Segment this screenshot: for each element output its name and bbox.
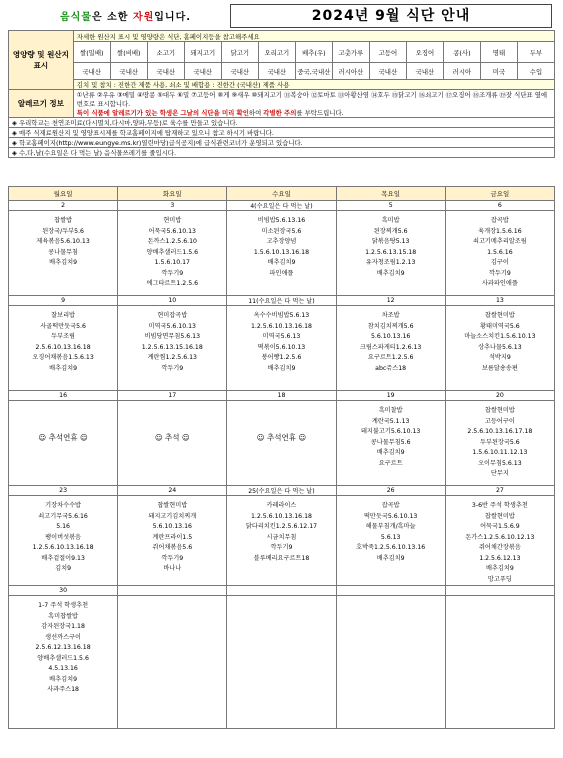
menu-item: 1.2.5.6.13.15.16.18 <box>141 343 203 351</box>
menu-item: 사골떡만둣국5.6 <box>40 322 86 330</box>
menu-item: 어묵국1.5.6.9 <box>480 523 520 530</box>
menu-item: 흑미찹쌀밥 <box>48 612 79 620</box>
menu-item: 1.5.6.10.17 <box>154 259 190 266</box>
origin-item: 두부 <box>517 42 554 63</box>
menu-item: 보름달숑송편 <box>481 364 518 372</box>
menu-item: 김구이 <box>490 259 509 266</box>
menu-item: 돼지고기김치찌개 <box>148 512 197 520</box>
menu-item: 기장차수수밥 <box>45 502 82 509</box>
menu-list <box>9 496 117 575</box>
menu-item: 돈까스1.2.5.6.10 <box>147 238 197 245</box>
origin-item: 명태 <box>480 42 517 63</box>
origin-country: 미국 <box>480 63 517 80</box>
notice-1: ◈ 우리학교는 천연조미료(다시멸치,다시마,양파,무등)로 육수를 만들고 있습니다. <box>9 118 555 128</box>
menu-list <box>337 401 445 469</box>
menu-cell <box>227 596 336 729</box>
menu-item: 육개장1.5.6.16 <box>478 227 522 235</box>
origin-country: 국내산 <box>147 63 184 80</box>
menu-item: 참치김치찌개5.6 <box>367 322 414 330</box>
menu-list <box>227 306 335 374</box>
menu-item: 생선까스구이 <box>45 633 82 641</box>
menu-list <box>446 211 554 290</box>
menu-item: 카레라이스 <box>266 502 297 509</box>
menu-item: 닭볶음탕5.13 <box>371 238 410 245</box>
menu-item: 찹쌀현미밥 <box>484 312 515 319</box>
menu-row <box>9 401 555 486</box>
menu-item: 해물부침개/흑마늘 <box>365 523 416 530</box>
date-cell <box>118 586 227 596</box>
menu-item: 떡만둣국5.6.10.13 <box>363 512 418 520</box>
origin-item: 콩(사) <box>443 42 480 63</box>
menu-item: 양배추샐러드1.5.6 <box>37 654 89 662</box>
menu-item: 비빔밥5.6.13.16 <box>257 217 306 224</box>
menu-list <box>227 211 335 279</box>
menu-item: 잡곡밥 <box>381 502 400 509</box>
origin-country: 국내산 <box>258 63 295 80</box>
date-row <box>9 391 555 401</box>
menu-item: 3-6반 주석 학생추천 <box>471 502 528 509</box>
day-header: 수요일 <box>227 187 336 201</box>
day-header: 화요일 <box>118 187 227 201</box>
menu-cell <box>9 496 118 586</box>
menu-item: 된장찌개5.6 <box>373 227 408 235</box>
menu-item: 감자된장국1.18 <box>41 623 85 630</box>
origin-country: 국내산 <box>184 63 221 80</box>
menu-row <box>9 306 555 391</box>
menu-item: 1.5.6.16 <box>487 248 513 256</box>
menu-item: 크림스파게티1.2.6.13 <box>359 343 422 351</box>
menu-item: 황태미역국5.6 <box>480 322 520 330</box>
date-row <box>9 296 555 306</box>
menu-cell <box>445 596 554 729</box>
menu-list <box>446 401 554 480</box>
menu-item: 쇠고기메추리알조림 <box>472 238 527 245</box>
menu-item: 콩나물무침 <box>48 248 79 256</box>
day-header: 금요일 <box>445 187 554 201</box>
menu-cell <box>336 496 445 586</box>
origin-item: 배추(우) <box>295 42 332 63</box>
menu-list <box>9 401 117 444</box>
menu-item: 배추김치9 <box>49 259 78 266</box>
menu-item: 사과파인애플 <box>481 280 518 287</box>
date-cell: 3 <box>118 201 227 211</box>
menu-item: 석박지9 <box>488 354 511 361</box>
menu-item: 깍두기9 <box>161 269 184 277</box>
menu-item: 고등어구이 <box>484 417 515 425</box>
menu-list <box>118 496 226 575</box>
origin-item: 오리고기 <box>258 42 295 63</box>
menu-item: 찰보리밥 <box>51 312 76 319</box>
origin-item: 고등어 <box>369 42 406 63</box>
menu-item: ☺ 추석 ☺ <box>154 433 190 442</box>
origin-item: 고춧가루 <box>332 42 369 63</box>
date-cell: 20 <box>445 391 554 401</box>
date-cell: 16 <box>9 391 118 401</box>
menu-list <box>118 596 226 601</box>
menu-item: 계란찜1.2.5.6.13 <box>147 354 197 361</box>
origin-label: 영양량 및 원산지 표시 <box>9 31 74 90</box>
date-cell: 12 <box>336 296 445 306</box>
calendar-body <box>9 201 555 729</box>
date-cell <box>445 586 554 596</box>
menu-list <box>446 306 554 374</box>
menu-item: 닭다리치킨1.2.5.6.12.17 <box>245 523 318 530</box>
menu-cell <box>445 496 554 586</box>
menu-item: 2.5.6.12.13.16.18 <box>35 644 91 651</box>
menu-item: 어묵국5.6.10.13 <box>148 227 196 235</box>
menu-item: 팽이버섯볶음 <box>45 533 82 541</box>
menu-item: 김치9 <box>55 565 72 572</box>
menu-item: 콩나물무침5.6 <box>370 438 411 446</box>
menu-list <box>118 401 226 444</box>
date-cell: 10 <box>118 296 227 306</box>
menu-cell <box>118 401 227 486</box>
menu-list <box>9 211 117 269</box>
origin-country: 국내산 <box>406 63 443 80</box>
menu-item: 블루베리요구르트18 <box>253 554 310 562</box>
menu-row <box>9 596 555 729</box>
day-header: 월요일 <box>9 187 118 201</box>
menu-item: 호박죽1.2.5.6.10.13.16 <box>356 544 426 551</box>
menu-item: 1.5.6.10.13.16.18 <box>253 248 310 256</box>
menu-item: ☺ 추석연휴 ☺ <box>38 433 88 442</box>
menu-item: 두부조림 <box>51 333 76 340</box>
menu-item: 1.2.5.6.10.13.16.18 <box>32 544 94 551</box>
menu-row <box>9 496 555 586</box>
origin-country: 중국,국내산 <box>295 63 332 80</box>
menu-item: 1.2.5.6.10.13.16.18 <box>250 512 312 520</box>
menu-item: 오이무침5.6.13 <box>478 459 522 467</box>
date-cell: 4(수요일은 다 먹는 날) <box>227 201 336 211</box>
menu-item: 계란프라이1.5 <box>152 533 193 541</box>
notice-2: ◈ 매주 식재료원산지 및 영양표시제를 학교홈페이지에 탑재하고 있으니 참고 하시기 바랍니다. <box>9 128 555 138</box>
menu-item: abc쥬스18 <box>375 364 407 372</box>
menu-item: 떡볶이5.6.10.13 <box>257 343 306 351</box>
menu-item: 차조밥 <box>381 312 400 319</box>
date-cell: 23 <box>9 486 118 496</box>
menu-item: 1-7 주석 학생추천 <box>38 602 89 609</box>
menu-item: 미역국5.6.10.13 <box>148 322 196 330</box>
date-cell: 24 <box>118 486 227 496</box>
menu-calendar <box>8 186 555 729</box>
date-cell <box>336 586 445 596</box>
menu-item: 돼지불고기5.6.10.13 <box>360 428 421 435</box>
menu-item: 옥수수비빔밥5.6.13 <box>253 312 310 319</box>
menu-item: 에그타르트1.2.5.6 <box>146 280 199 287</box>
menu-item: 오징어채볶음1.5.6.13 <box>32 354 94 361</box>
menu-cell <box>118 596 227 729</box>
menu-item: 배추김치9 <box>376 554 405 562</box>
menu-item: 단무지 <box>490 470 509 477</box>
menu-item: 4.5.13.16 <box>48 665 78 672</box>
menu-item: 망고푸딩 <box>487 575 512 583</box>
menu-item: 마늘소스치킨1.5.6.10.13 <box>464 333 536 340</box>
menu-cell <box>445 401 554 486</box>
menu-item: 붕어빵1.2.5.6 <box>261 354 302 361</box>
menu-item: 깍두기9 <box>161 554 184 562</box>
menu-list <box>227 496 335 564</box>
menu-item: 1.5.6.10.11.12.13 <box>472 449 528 456</box>
menu-list <box>9 596 117 696</box>
date-row <box>9 201 555 211</box>
date-cell: 5 <box>336 201 445 211</box>
menu-list <box>227 596 335 601</box>
menu-item: 흑미밥 <box>381 217 400 224</box>
menu-item: 쥐어채간장볶음 <box>478 544 521 551</box>
allergy-info: ①난류 ②우유 ③메밀 ④땅콩 ⑤대두 ⑥밀 ⑦고등어 ⑧게 ⑨새우 ⑩돼지고기 ⑪복숭아 ⑫토마토 ⑬아황산염 ⑭호두 ⑮닭고기 ⑯쇠고기 ⑰오징어 ⑱조개류 ⑲잣 식단표 옆에 번호로 표시합니다. 특이 식품에 알레르기가 있는 학생은 그날의 식단을 미리 확인하여 각별한 주의를 부탁드립니다. <box>73 90 554 118</box>
menu-cell <box>445 211 554 296</box>
menu-item: 깍두기9 <box>161 364 184 372</box>
page-title: 2024년 9월 식단 안내 <box>230 4 552 28</box>
date-cell: 13 <box>445 296 554 306</box>
menu-item: 배추김치9 <box>267 364 296 372</box>
origin-country: 국내산 <box>73 63 110 80</box>
menu-item: 2.5.6.10.13.16.17.18 <box>467 428 533 435</box>
date-cell: 2 <box>9 201 118 211</box>
date-cell: 30 <box>9 586 118 596</box>
menu-item: 요구르트1.2.5.6 <box>367 354 414 361</box>
menu-list <box>118 306 226 374</box>
menu-cell <box>9 306 118 391</box>
menu-item: 사과주스18 <box>47 686 79 693</box>
menu-item: 배추김치9 <box>49 675 78 683</box>
menu-item: 찹쌀현미밥 <box>157 502 188 509</box>
origin-item: 쌀(비배) <box>110 42 147 63</box>
date-cell: 9 <box>9 296 118 306</box>
menu-item: 고추장양념 <box>266 238 297 245</box>
menu-list <box>446 596 554 601</box>
allergy-label: 알레르기 정보 <box>9 90 74 118</box>
menu-item: 쥐어채볶음5.6 <box>152 544 193 551</box>
date-row <box>9 486 555 496</box>
origin-country: 러시아산 <box>332 63 369 80</box>
menu-item: 5.6.10.13.16 <box>152 523 192 530</box>
menu-item: 양배추샐러드1.5.6 <box>146 248 199 256</box>
date-row <box>9 586 555 596</box>
menu-item: 제육볶음5.6.10.13 <box>36 238 90 245</box>
origin-item: 오징어 <box>406 42 443 63</box>
menu-item: 현미밥 <box>163 217 182 224</box>
menu-item: 깍두기9 <box>270 544 293 551</box>
date-cell: 25(수요일은 다 먹는 날) <box>227 486 336 496</box>
origin-note-bottom: 김치 및 참치 : 진한간 제품 사용, 쇠소 및 배합용 : 진한간 (국내산) 제품 사용 <box>73 80 554 90</box>
date-cell <box>227 586 336 596</box>
menu-cell <box>9 211 118 296</box>
menu-cell <box>336 306 445 391</box>
info-table <box>8 30 555 158</box>
date-cell: 27 <box>445 486 554 496</box>
date-cell: 18 <box>227 391 336 401</box>
origin-country: 국내산 <box>369 63 406 80</box>
menu-cell <box>336 211 445 296</box>
menu-item: 비빔당면무침5.6.13 <box>144 333 201 340</box>
menu-item: 파인애플 <box>269 269 294 277</box>
menu-item: 배추김치9 <box>376 269 405 277</box>
date-cell: 26 <box>336 486 445 496</box>
menu-item: 미소된장국5.6 <box>261 227 302 235</box>
menu-item: 계란국5.1.13 <box>371 417 410 425</box>
date-cell: 19 <box>336 391 445 401</box>
menu-cell <box>9 401 118 486</box>
origin-item: 소고기 <box>147 42 184 63</box>
menu-item: 시금치무침 <box>266 533 297 541</box>
menu-cell <box>445 306 554 391</box>
menu-cell <box>336 596 445 729</box>
menu-cell <box>227 211 336 296</box>
menu-item: 상추나물5.6.13 <box>478 343 522 351</box>
menu-item: 배추김치9 <box>49 364 78 372</box>
origin-country: 국내산 <box>110 63 147 80</box>
menu-cell <box>118 306 227 391</box>
menu-item: 미역국5.6.13 <box>262 333 301 340</box>
menu-cell <box>336 401 445 486</box>
menu-item: 된장국/두부5.6 <box>42 227 84 235</box>
menu-item: 찹쌀현미밥 <box>484 407 515 414</box>
date-cell: 17 <box>118 391 227 401</box>
menu-item: 5.6.13 <box>380 533 401 541</box>
menu-cell <box>227 401 336 486</box>
menu-item: 1.2.5.6.12.13 <box>479 554 521 562</box>
calendar-header <box>9 187 555 201</box>
menu-list <box>337 596 445 601</box>
menu-cell <box>118 496 227 586</box>
date-cell: 11(수요일은 다 먹는 날) <box>227 296 336 306</box>
menu-item: 배추김치9 <box>485 565 514 572</box>
origin-items-row <box>9 42 555 63</box>
menu-item: 5.6.10.13.16 <box>370 333 411 340</box>
menu-list <box>337 496 445 564</box>
menu-item: 돈가스1.2.5.6.10.12.13 <box>465 533 535 541</box>
menu-item: 잡곡밥 <box>490 217 509 224</box>
menu-item: 요구르트 <box>378 459 403 467</box>
menu-row <box>9 211 555 296</box>
origin-country: 국내산 <box>221 63 258 80</box>
origin-country: 러시아 <box>443 63 480 80</box>
menu-item: 유자청조림1.2.13 <box>365 259 416 266</box>
day-header: 목요일 <box>336 187 445 201</box>
menu-item: 배추김치9 <box>267 259 296 266</box>
menu-item: 1.2.5.6.13.15.18 <box>365 248 417 256</box>
menu-item: ☺ 추석연휴 ☺ <box>256 433 307 442</box>
menu-item: 깍두기9 <box>488 269 511 277</box>
menu-item: 5.16 <box>56 523 70 530</box>
menu-item: 두부된장국5.6 <box>480 438 520 446</box>
menu-cell <box>118 211 227 296</box>
menu-item: 배추김치9 <box>376 449 405 456</box>
menu-cell <box>227 496 336 586</box>
menu-item: 2.5.6.10.13.16.18 <box>35 343 91 351</box>
menu-list <box>9 306 117 374</box>
date-cell: 6 <box>445 201 554 211</box>
menu-item: 1.2.5.6.10.13.16.18 <box>250 322 312 330</box>
origin-note-top: 자세한 원산지 표시 및 영양량은 식단, 홈페이지등을 참고해주세요 <box>73 31 554 42</box>
origin-item: 돼지고기 <box>184 42 221 63</box>
menu-list <box>227 401 335 444</box>
slogan: 음식물은 소한 자원입니다. <box>60 12 192 23</box>
menu-item: 배추겉절이9.13 <box>41 554 85 562</box>
menu-item: 찹쌀현미밥 <box>484 512 515 520</box>
menu-item: 바나나 <box>163 565 182 572</box>
menu-list <box>118 211 226 290</box>
notice-4: ◈ 수,다,날(수요일은 다 먹는 날) 음식물쓰레기를 줄입시다. <box>9 148 555 158</box>
origin-country: 수입 <box>517 63 554 80</box>
menu-item: 찹쌀밥 <box>54 217 73 224</box>
menu-list <box>446 496 554 585</box>
menu-item: 쇠고기무국5.6.16 <box>38 512 88 520</box>
origin-item: 닭고기 <box>221 42 258 63</box>
menu-list <box>337 306 445 374</box>
notice-3: ◈ 학교홈페이지(http://www.eungye.ms.kr)열린마당)급식공지)에 급식관련코너가 운영되고 있습니다. <box>9 138 555 148</box>
origin-item: 쌀(밀배) <box>73 42 110 63</box>
menu-item: 흑미찰밥 <box>378 407 403 414</box>
menu-list <box>337 211 445 279</box>
menu-cell <box>227 306 336 391</box>
origin-origins-row <box>9 63 555 80</box>
menu-cell <box>9 596 118 729</box>
menu-item: 현미잡곡밥 <box>157 312 188 319</box>
